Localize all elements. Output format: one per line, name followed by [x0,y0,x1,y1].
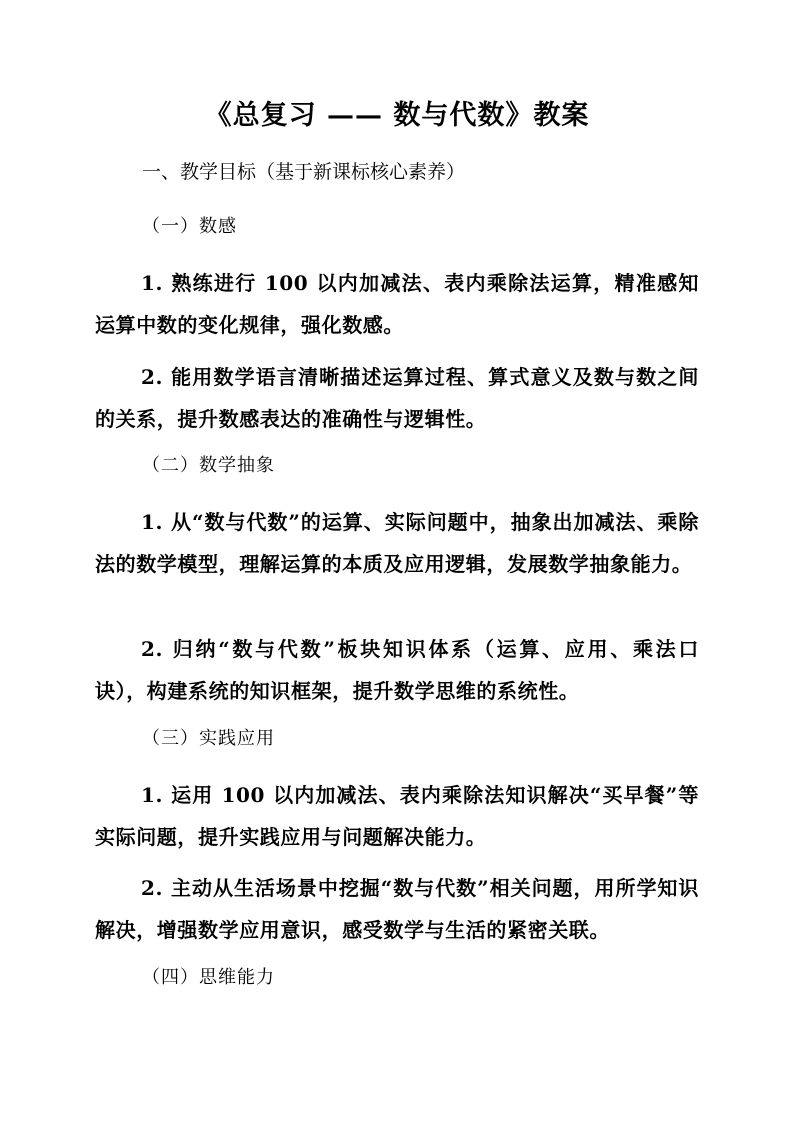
paragraph-math-abstraction-2: 2. 归纳“数与代数”板块知识体系（运算、应用、乘法口诀），构建系统的知识框架，提升数学思维的系统性。 [95,637,699,703]
paragraph-number-sense-1: 1. 熟练进行 100 以内加减法、表内乘除法运算，精准感知运算中数的变化规律，强化数感。 [95,271,699,337]
subsection-heading-number-sense: （一）数感 [142,216,237,237]
paragraph-math-abstraction-1: 1. 从“数与代数”的运算、实际问题中，抽象出加减法、乘除法的数学模型，理解运算的本质及应用逻辑，发展数学抽象能力。 [95,510,699,576]
document-title: 《总复习 —— 数与代数》教案 [204,100,590,131]
paragraph-practical-application-2: 2. 主动从生活场景中挖掘“数与代数”相关问题，用所学知识解决，增强数学应用意识，感受数学与生活的紧密关联。 [95,876,699,942]
subsection-heading-practical-application: （三）实践应用 [142,728,275,749]
subsection-heading-thinking-ability: （四）思维能力 [142,967,275,988]
paragraph-number-sense-2: 2. 能用数学语言清晰描述运算过程、算式意义及数与数之间的关系，提升数感表达的准确性与逻辑性。 [95,365,699,431]
section-heading-teaching-goals: 一、教学目标（基于新课标核心素养） [142,161,466,183]
paragraph-practical-application-1: 1. 运用 100 以内加减法、表内乘除法知识解决“买早餐”等实际问题，提升实践应用与问题解决能力。 [95,783,699,849]
subsection-heading-math-abstraction: （二）数学抽象 [142,455,275,476]
